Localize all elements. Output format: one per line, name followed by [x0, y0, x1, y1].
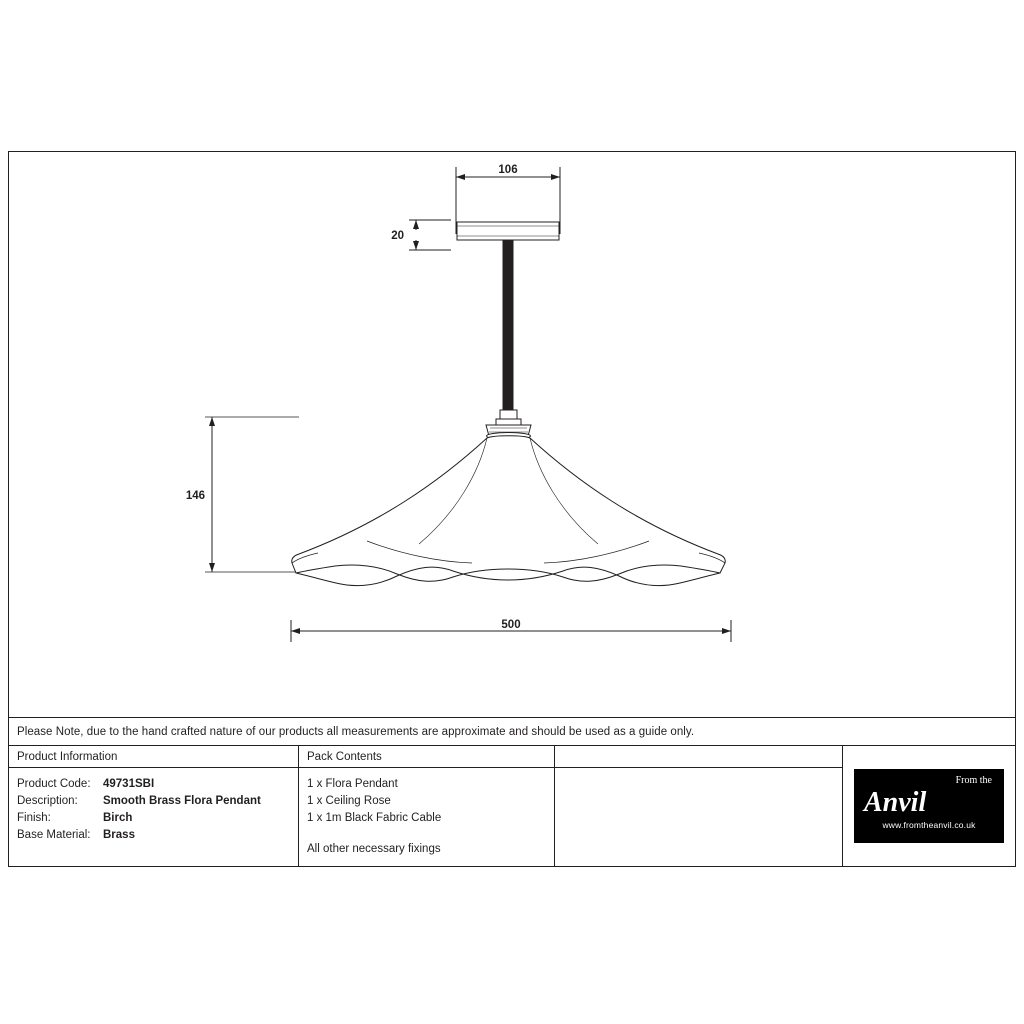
pack-contents-footer: All other necessary fixings: [307, 843, 441, 855]
table-row: [17, 827, 290, 844]
pack-contents-column: [299, 746, 555, 866]
product-information-column: [9, 746, 299, 866]
technical-drawing: [9, 152, 1015, 717]
information-table: [9, 746, 1015, 866]
dimension-label-106: 106: [498, 164, 518, 176]
table-row: [17, 776, 290, 793]
base-material-label: Base Material:: [17, 829, 91, 841]
table-row: [17, 810, 290, 827]
dimension-label-500: 500: [501, 619, 521, 631]
logo-anvil-text: Anvil: [864, 786, 927, 818]
brand-logo-column: [843, 746, 1015, 866]
list-item: 1 x 1m Black Fabric Cable: [307, 812, 442, 824]
dimension-label-146: 146: [185, 490, 205, 502]
dimension-label-20: 20: [391, 230, 404, 242]
product-information-header: Product Information: [9, 746, 298, 768]
finish-label: Finish:: [17, 812, 51, 824]
list-item: 1 x Ceiling Rose: [307, 795, 391, 807]
product-information-body: [9, 768, 298, 844]
pendant-shade: [292, 436, 725, 586]
spacer: [307, 827, 546, 841]
finish-value: Birch: [103, 812, 133, 824]
logo-url-text: www.fromtheanvil.co.uk: [882, 819, 976, 830]
table-row: [17, 793, 290, 810]
ceiling-rose: [457, 222, 559, 240]
description-value: Smooth Brass Flora Pendant: [103, 795, 261, 807]
lamp-holder: [486, 410, 531, 440]
product-code-value: 49731SBI: [103, 778, 155, 790]
description-label: Description:: [17, 795, 78, 807]
blank-column-header: [555, 746, 842, 768]
fabric-cable: [503, 240, 513, 412]
dimension-20: [409, 220, 451, 250]
pack-contents-header: Pack Contents: [299, 746, 554, 768]
dimension-146: [205, 417, 299, 572]
list-item: 1 x Flora Pendant: [307, 778, 398, 790]
base-material-value: Brass: [103, 829, 135, 841]
product-code-label: Product Code:: [17, 778, 91, 790]
anvil-logo-box: [854, 769, 1004, 843]
brand-logo: [843, 746, 1015, 866]
drawing-sheet: [8, 151, 1016, 867]
measurement-note-text: Please Note, due to the hand crafted nature of our products all measurements are approximate and should be used as a guide only.: [17, 725, 695, 738]
logo-from-the-text: From the: [955, 775, 992, 786]
pack-contents-body: [299, 768, 554, 858]
measurement-note-row: [9, 717, 1015, 746]
blank-column: [555, 746, 843, 866]
